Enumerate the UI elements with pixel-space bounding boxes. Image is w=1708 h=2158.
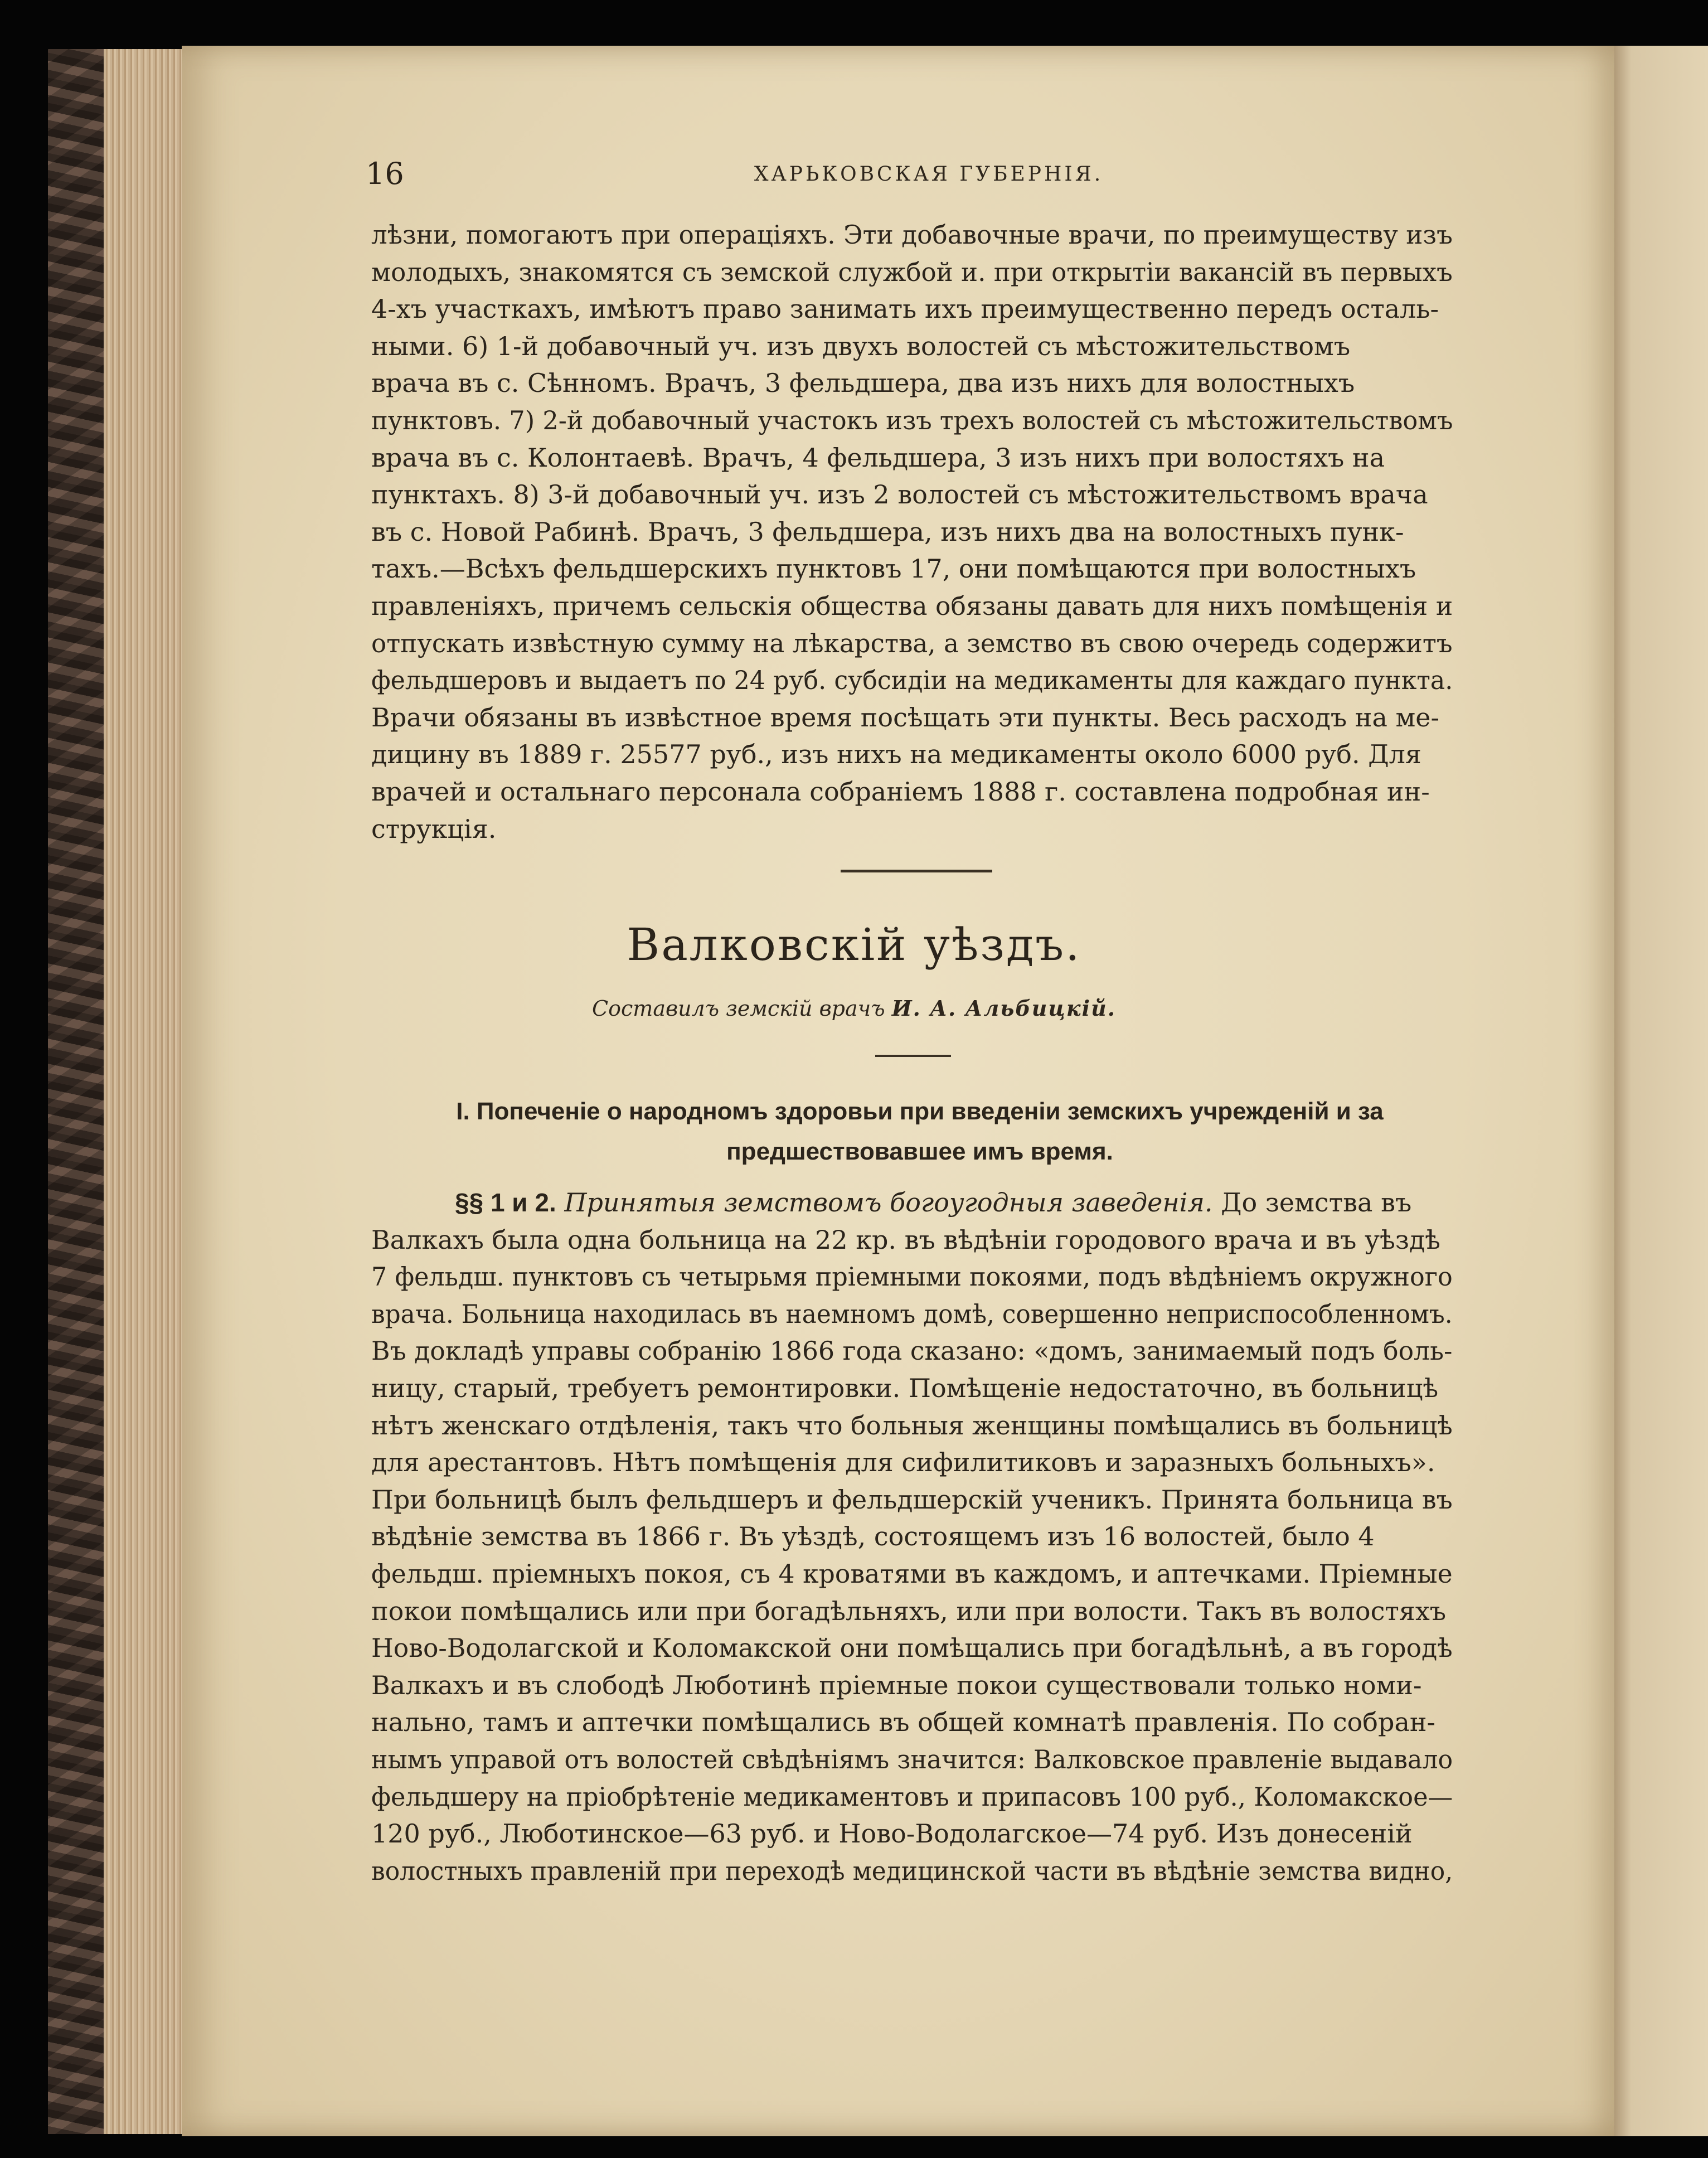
text-line: фельдш. пріемныхъ покоя, съ 4 кроватями въ каждомъ, и аптечками. Пріемные — [371, 1558, 1453, 1589]
facing-page-edge — [1614, 46, 1708, 2136]
text-line: струкція. — [371, 813, 497, 844]
text-line: правленіяхъ, причемъ сельскія общества обязаны давать для нихъ помѣщенія и — [371, 590, 1453, 621]
text-line: врачей и остальнаго персонала собраніемъ 1888 г. составлена подробная ин- — [371, 776, 1430, 807]
page-number: 16 — [366, 156, 404, 191]
text-line: ницу, старый, требуетъ ремонтировки. Помѣщеніе недостаточно, въ больницѣ — [371, 1373, 1439, 1403]
text-line: отпускать извѣстную сумму на лѣкарства, а земство въ свою очередь содержитъ — [371, 628, 1453, 658]
section-heading-line: предшествовавшее имъ время. — [726, 1138, 1113, 1165]
text-line: врача въ с. Колонтаевѣ. Врачъ, 4 фельдшера, 3 изъ нихъ при волостяхъ на — [371, 442, 1385, 473]
page-header — [366, 156, 1492, 195]
text-line: для арестантовъ. Нѣтъ помѣщенія для сифилитиковъ и заразныхъ больныхъ». — [371, 1447, 1435, 1478]
text-line: 7 фельдш. пунктовъ съ четырьмя пріемными покоями, подъ вѣдѣніемъ окружного — [371, 1262, 1453, 1292]
compiler-line — [0, 996, 1708, 1021]
text-line: Въ докладѣ управы собранію 1866 года сказано: «домъ, занимаемый подъ боль- — [371, 1336, 1453, 1366]
text-line: лѣзни, помогаютъ при операціяхъ. Эти добавочные врачи, по преимуществу изъ — [371, 220, 1453, 250]
text-line: нально, тамъ и аптечки помѣщались въ общей комнатѣ правленія. По собран- — [371, 1707, 1436, 1738]
section-divider — [841, 870, 992, 872]
text-line: При больницѣ былъ фельдшеръ и фельдшерскій ученикъ. Принята больница въ — [371, 1484, 1453, 1515]
text-line: покои помѣщались или при богадѣльняхъ, или при волости. Такъ въ волостяхъ — [371, 1596, 1447, 1626]
text-line: вѣдѣніе земства въ 1866 г. Въ уѣздѣ, состоящемъ изъ 16 волостей, было 4 — [371, 1521, 1375, 1552]
running-head: ХАРЬКОВСКАЯ ГУБЕРНІЯ. — [754, 163, 1104, 186]
text-line: фельдшеровъ и выдаетъ по 24 руб. субсидіи на медикаменты для каждаго пункта. — [371, 665, 1453, 696]
text-line: дицину въ 1889 г. 25577 руб., изъ нихъ на медикаменты около 6000 руб. Для — [371, 739, 1421, 770]
text-line: Валкахъ и въ слободѣ Люботинѣ пріемные покои существовали только номи- — [371, 1670, 1422, 1700]
text-line: ными. 6) 1-й добавочный уч. изъ двухъ волостей съ мѣстожительствомъ — [371, 331, 1351, 361]
continued-text-block — [371, 216, 1453, 847]
text-line: пунктовъ. 7) 2-й добавочный участокъ изъ трехъ волостей съ мѣстожительствомъ — [371, 405, 1453, 435]
compiler-prefix: Составилъ земскій врачъ — [592, 996, 885, 1021]
section-heading-line: I. Попеченіе о народномъ здоровьи при введеніи земскихъ учрежденій и за — [456, 1098, 1384, 1125]
text-line: Врачи обязаны въ извѣстное время посѣщать эти пункты. Весь расходъ на ме- — [371, 702, 1440, 733]
text-line: Валкахъ была одна больница на 22 кр. въ вѣдѣніи городового врача и въ уѣздѣ — [371, 1224, 1441, 1255]
scan-border — [0, 2136, 1708, 2158]
text-line: нѣтъ женскаго отдѣленія, такъ что больныя женщины помѣщались въ больницѣ — [371, 1410, 1453, 1441]
text-line: 120 руб., Люботинское—63 руб. и Ново-Водолагское—74 руб. Изъ донесеній — [371, 1818, 1413, 1849]
compiler-name: И. А. Альбицкій. — [891, 996, 1116, 1021]
district-title: Валковскій уѣздъ. — [627, 919, 1081, 971]
section-numbers: §§ 1 и 2. — [455, 1188, 556, 1217]
text-line: нымъ управой отъ волостей свѣдѣніямъ значится: Валковское правленіе выдавало — [371, 1744, 1453, 1774]
text-line: пунктахъ. 8) 3-й добавочный уч. изъ 2 волостей съ мѣстожительствомъ врача — [371, 479, 1428, 510]
paragraph-title: Принятыя земствомъ богоугодныя заведенія. — [564, 1187, 1213, 1218]
text-line: 4-хъ участкахъ, имѣютъ право занимать ихъ преимущественно передъ осталь- — [371, 294, 1439, 324]
text-line: волостныхъ правленій при переходѣ медицинской части въ вѣдѣніе земства видно, — [371, 1855, 1453, 1886]
short-divider — [875, 1055, 951, 1057]
section-body-text — [371, 1184, 1453, 1889]
section-heading — [390, 1092, 1449, 1172]
book-binding-edge — [48, 49, 104, 2134]
text-line: фельдшеру на пріобрѣтеніе медикаментовъ и припасовъ 100 руб., Коломакское— — [371, 1781, 1453, 1812]
text-line: врача. Больница находилась въ наемномъ домѣ, совершенно неприспособленномъ. — [371, 1298, 1453, 1329]
page-stack-edges — [104, 49, 182, 2134]
text-line: тахъ.—Всѣхъ фельдшерскихъ пунктовъ 17, они помѣщаются при волостныхъ — [371, 554, 1416, 584]
text-line: Ново-Водолагской и Коломакской они помѣщались при богадѣльнѣ, а въ городѣ — [371, 1633, 1453, 1664]
text-line: молодыхъ, знакомятся съ земской службой и. при открытіи вакансій въ первыхъ — [371, 256, 1453, 287]
paragraph-lead-line — [371, 1184, 1453, 1221]
paragraph-lead-rest: До земства въ — [1221, 1187, 1412, 1218]
text-line: врача въ с. Сѣнномъ. Врачъ, 3 фельдшера, два изъ нихъ для волостныхъ — [371, 368, 1355, 399]
text-line: въ с. Новой Рабинѣ. Врачъ, 3 фельдшера, изъ нихъ два на волостныхъ пунк- — [371, 516, 1404, 547]
